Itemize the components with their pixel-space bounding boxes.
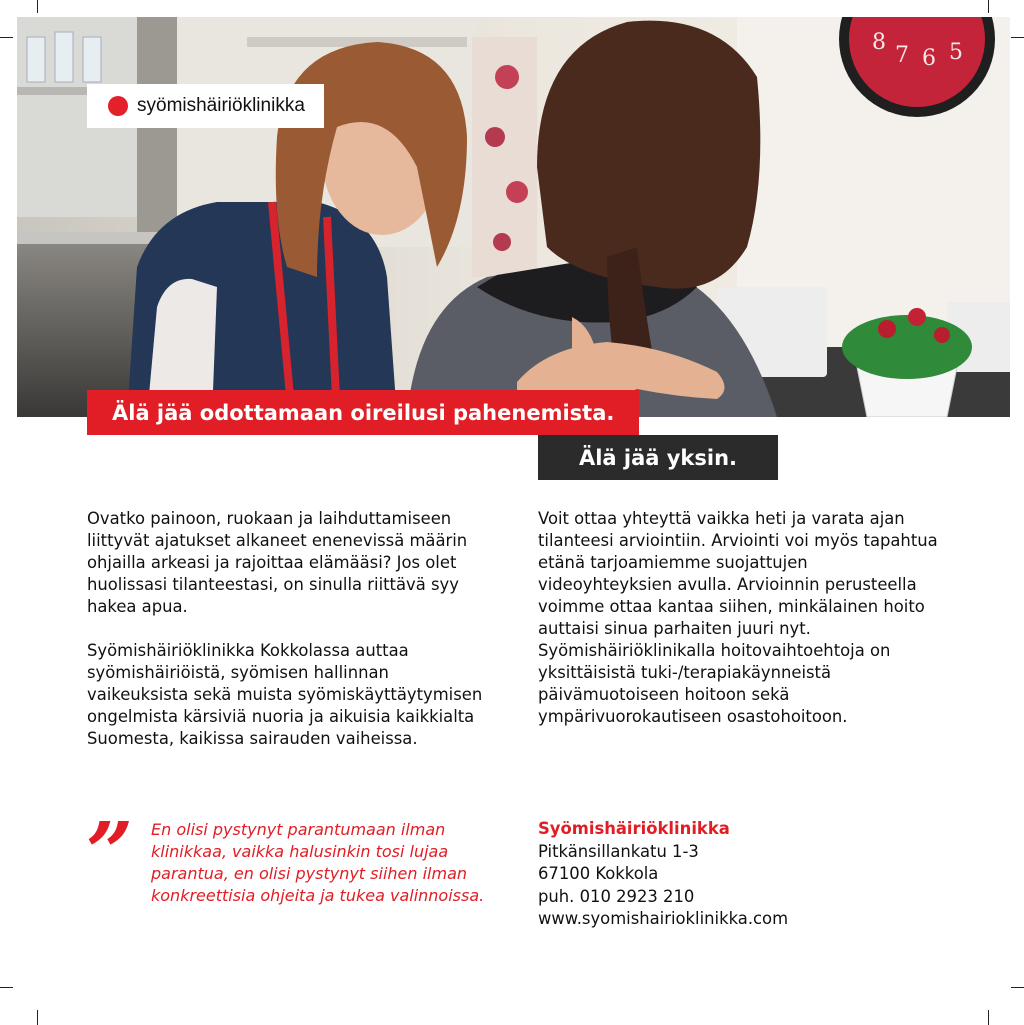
quote-mark-icon: ” <box>86 805 134 901</box>
photo-counseling-scene-icon <box>17 17 1010 417</box>
testimonial-quote: En olisi pystynyt parantumaan ilman klinikkaa, vaikka halusinkin tosi lujaa parantua, en olisi pystynyt siihen ilman konkreettisia ohjeita ja tukea valinnoissa. <box>151 820 485 905</box>
subheadline-banner: Älä jää yksin. <box>538 435 778 480</box>
contact-city: 67100 Kokkola <box>538 864 659 883</box>
svg-text:8: 8 <box>872 30 886 55</box>
left-paragraph-1: Ovatko painoon, ruokaan ja laihduttamiseen liittyvät ajatukset alkaneet enenevissä määrin ohjailla arkeasi ja rajoittaa elämääsi? Jos olet huolissasi tilanteestasi, on sinulla riittävä syy hakea apua. <box>87 509 468 616</box>
crop-mark <box>37 0 38 13</box>
left-paragraph-2: Syömishäiriöklinikka Kokkolassa auttaa syömishäiriöistä, syömisen hallinnan vaikeuksista sekä muista syömiskäyttäytymisen ongelmista kärsiviä nuoria ja aikuisia kaikkialta Suomesta, kaikissa sairauden vaiheissa. <box>87 641 483 748</box>
crop-mark <box>0 987 13 988</box>
crop-mark <box>988 1010 989 1025</box>
crop-mark <box>1011 37 1024 38</box>
logo-badge <box>87 84 324 128</box>
crop-mark <box>988 0 989 13</box>
crop-mark <box>1011 987 1024 988</box>
hero-photo <box>17 17 1010 417</box>
svg-text:5: 5 <box>949 40 963 65</box>
contact-website[interactable]: www.syomishairioklinikka.com <box>538 909 789 928</box>
crop-mark <box>0 37 13 38</box>
contact-block <box>538 818 788 931</box>
contact-street: Pitkänsillankatu 1-3 <box>538 841 699 861</box>
right-column <box>538 508 944 728</box>
crop-mark <box>37 1010 38 1025</box>
contact-phone: puh. 010 2923 210 <box>538 886 695 906</box>
logo-text: syömishäiriöklinikka <box>137 95 305 116</box>
svg-text:6: 6 <box>922 46 936 71</box>
svg-text:7: 7 <box>895 43 909 68</box>
left-column <box>87 508 492 750</box>
right-paragraph-1: Voit ottaa yhteyttä vaikka heti ja varata ajan tilanteesi arviointiin. Arviointi voi myös tapahtua etänä tarjoamiemme suojattujen videoyhteyksien avulla. Arvioinnin perusteella voimme ottaa kantaa siihen, minkälainen hoito auttaisi sinua parhaiten juuri nyt. Syömishäiriöklinikalla hoitovaihtoehtoja on yksittäisistä tuki-/terapiakäynneistä päivämuotoiseen hoitoon sekä ympärivuorokautiseen osastohoitoon. <box>538 509 938 726</box>
contact-name: Syömishäiriöklinikka <box>538 819 730 838</box>
headline-banner: Älä jää odottamaan oireilusi pahenemista. <box>87 390 639 435</box>
logo-dot-icon <box>108 96 128 116</box>
